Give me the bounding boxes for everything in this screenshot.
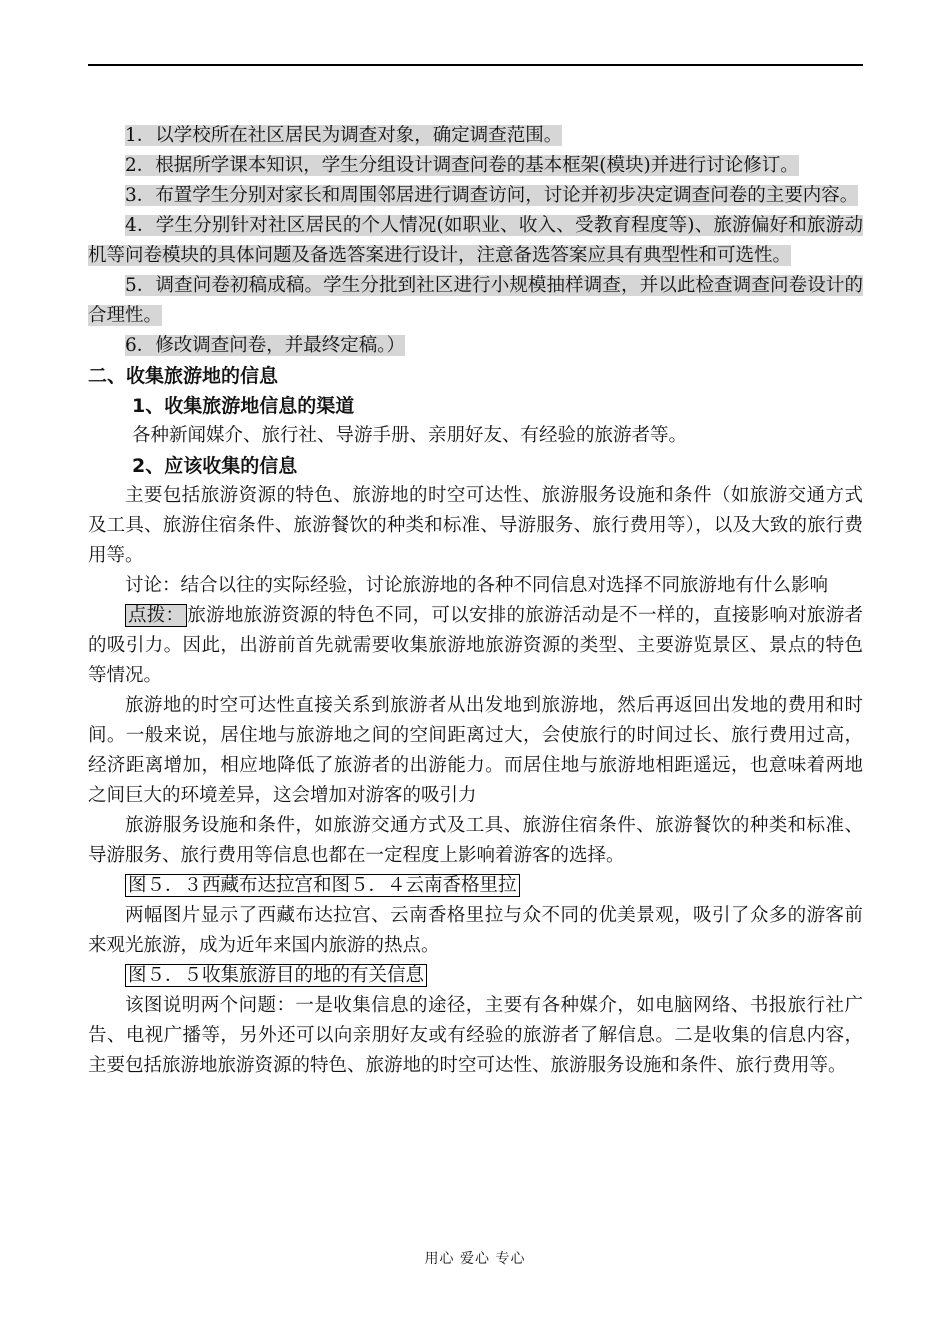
step-4: 4．学生分别针对社区居民的个人情况(如职业、收入、受教育程度等)、旅游偏好和旅游动机等问卷模块的具体问题及备选答案进行设计，注意备选答案应具有典型性和可选性。 [88,215,863,266]
section-title: 二、收集旅游地的信息 [88,365,279,387]
step-2: 2．根据所学课本知识，学生分组设计调查问卷的基本框架(模块)并进行讨论修订。 [125,155,799,176]
channels-text: 各种新闻媒介、旅行社、导游手册、亲朋好友、有经验的旅游者等。 [132,425,688,446]
tip-paragraph [88,601,863,691]
step-6: 6．修改调查问卷，并最终定稿。） [125,335,406,356]
figure1-caption: 图５．３西藏布达拉宫和图５．４云南香格里拉 [88,871,863,901]
header-rule [88,64,863,66]
access-paragraph: 旅游地的时空可达性直接关系到旅游者从出发地到旅游地，然后再返回出发地的费用和时间。一般来说，居住地与旅游地之间的空间距离过大，会使旅行的时间过长、旅行费用过高，经济距离增加，相应地降低了旅游者的出游能力。而居住地与旅游地相距遥远，也意味着两地之间巨大的环境差异，这会增加对游客的吸引力 [88,695,863,806]
info-text: 主要包括旅游资源的特色、旅游地的时空可达性、旅游服务设施和条件（如旅游交通方式及工具、旅游住宿条件、旅游餐饮的种类和标准、导游服务、旅行费用等），以及大致的旅行费用等。 [88,485,863,566]
document-body [88,121,863,1081]
step-3: 3．布置学生分别对家长和周围邻居进行调查访问，讨论并初步决定调查问卷的主要内容。 [125,185,859,206]
discussion-text: 讨论：结合以往的实际经验，讨论旅游地的各种不同信息对选择不同旅游地有什么影响 [125,575,829,596]
step-5: 5．调查问卷初稿成稿。学生分批到社区进行小规模抽样调查，并以此检查调查问卷设计的合理性。 [88,275,863,326]
figure2-caption: 图５．５收集旅游目的地的有关信息 [88,961,863,991]
tip-text: 旅游地旅游资源的特色不同，可以安排的旅游活动是不一样的，直接影响对旅游者的吸引力。因此，出游前首先就需要收集旅游地旅游资源的类型、主要游览景区、景点的特色等情况。 [88,605,863,686]
subsection-info-title: 2、应该收集的信息 [132,455,298,477]
page-footer: 用心 爱心 专心 [424,1251,526,1267]
step-1: 1．以学校所在社区居民为调查对象，确定调查范围。 [125,125,563,146]
tip-label: 点拨： [125,604,187,627]
figure2-text: 该图说明两个问题：一是收集信息的途径，主要有各种媒介，如电脑网络、书报旅行社广告、电视广播等，另外还可以向亲朋好友或有经验的旅游者了解信息。二是收集的信息内容，主要包括旅游地旅游资源的特色、旅游地的时空可达性、旅游服务设施和条件、旅行费用等。 [88,995,863,1076]
service-paragraph: 旅游服务设施和条件，如旅游交通方式及工具、旅游住宿条件、旅游餐饮的种类和标准、导游服务、旅行费用等信息也都在一定程度上影响着游客的选择。 [88,815,863,866]
subsection-channels-title: 1、收集旅游地信息的渠道 [132,395,355,417]
figure1-text: 两幅图片显示了西藏布达拉宫、云南香格里拉与众不同的优美景观，吸引了众多的游客前来观光旅游，成为近年来国内旅游的热点。 [88,905,863,956]
